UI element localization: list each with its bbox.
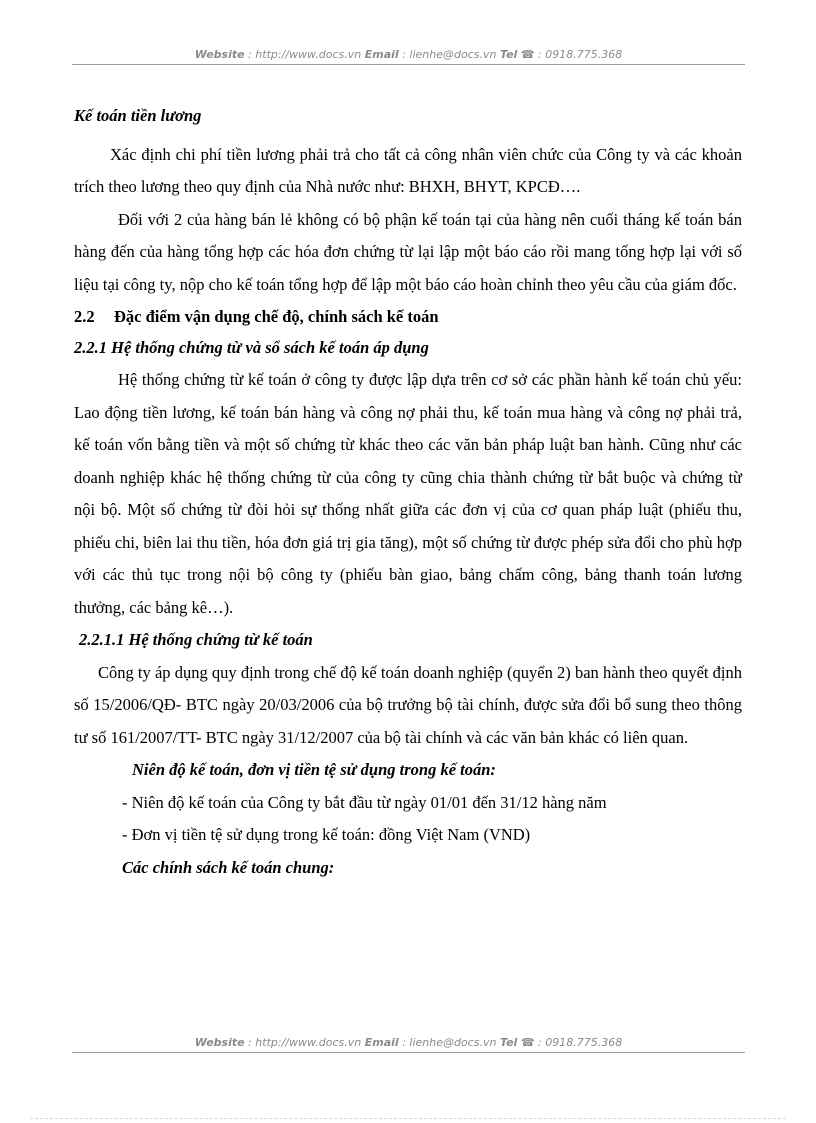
header-website-value: : http://www.docs.vn xyxy=(244,48,365,61)
section-2-2-1-heading: 2.2.1 Hệ thống chứng từ và sổ sách kế toán áp dụng xyxy=(74,337,429,357)
heading-ke-toan-tien-luong: Kế toán tiền lương xyxy=(74,106,202,125)
document-body xyxy=(74,100,742,884)
paragraph-cua-hang-ban-le: Đối với 2 của hàng bán lẻ không có bộ phận kế toán tại của hàng nên cuối tháng kế toán bán hàng đến của hàng tổng hợp các hóa đơn chứng từ lại lập một báo cáo rồi mang tổng hợp lại với số liệu tại công ty, nộp cho kế toán tổng hợp để lập một báo cáo hoàn chỉnh theo yêu cầu của giám đốc. xyxy=(74,209,742,294)
page-footer xyxy=(72,1036,745,1053)
list-item-nien-do: - Niên độ kế toán của Công ty bắt đầu từ ngày 01/01 đến 31/12 hàng năm xyxy=(122,792,607,812)
phone-icon: ☎ xyxy=(520,1036,535,1049)
page-header xyxy=(72,48,745,65)
footer-tel-label: Tel xyxy=(499,1036,518,1049)
phone-icon: ☎ xyxy=(520,48,535,61)
header-email-label: Email xyxy=(364,48,399,61)
page-bottom-divider xyxy=(30,1118,786,1119)
footer-email-label: Email xyxy=(364,1036,399,1049)
footer-website-label: Website xyxy=(194,1036,245,1049)
paragraph-chi-phi-tien-luong: Xác định chi phí tiền lương phải trả cho tất cả công nhân viên chức của Công ty và các khoản trích theo lương theo quy định của Nhà nước như: BHXH, BHYT, KPCĐ…. xyxy=(74,144,742,196)
section-2-2-heading xyxy=(74,301,742,334)
header-tel-value: : 0918.775.368 xyxy=(534,48,623,61)
paragraph-quy-dinh-che-do: Công ty áp dụng quy định trong chế độ kế toán doanh nghiệp (quyển 2) ban hành theo quyết định số 15/2006/QĐ- BTC ngày 20/03/2006 của bộ trưởng bộ tài chính, được sửa đổi bổ sung theo thông tư số 161/2007/TT- BTC ngày 31/12/2007 của bộ tài chính và các văn bản khác có liên quan. xyxy=(74,662,742,747)
subheading-chinh-sach-ke-toan: Các chính sách kế toán chung: xyxy=(122,857,335,877)
header-tel-label: Tel xyxy=(499,48,518,61)
footer-email-value: : lienhe@docs.vn xyxy=(398,1036,500,1049)
section-2-2-number: 2.2 xyxy=(74,307,95,326)
header-website-label: Website xyxy=(194,48,245,61)
subheading-nien-do-ke-toan: Niên độ kế toán, đơn vị tiền tệ sử dụng trong kế toán: xyxy=(132,760,496,779)
section-2-2-1-1-heading: 2.2.1.1 Hệ thống chứng từ kế toán xyxy=(79,630,313,649)
paragraph-he-thong-chung-tu: Hệ thống chứng từ kế toán ở công ty được lập dựa trên cơ sở các phần hành kế toán chủ yếu: Lao động tiền lương, kế toán bán hàng và công nợ phải thu, kế toán mua hàng và công nợ phải trả, kế toán vốn bằng tiền và một số chứng từ khác theo các văn bản pháp luật ban hành. Cũng như các doanh nghiệp khác hệ thống chứng từ của công ty cũng chia thành chứng từ bắt buộc và chứng từ nội bộ. Một số chứng từ đòi hỏi sự thống nhất giữa các đơn vị của cơ quan pháp luật (phiếu thu, phiếu chi, biên lai thu tiền, hóa đơn giá trị gia tăng), một số chứng từ được phép sửa đổi cho phù hợp với các thủ tục trong nội bộ công ty (phiếu bàn giao, bảng chấm công, bảng thanh toán lương thưởng, các bảng kê…). xyxy=(74,370,742,617)
section-2-2-title: Đặc điểm vận dụng chế độ, chính sách kế toán xyxy=(114,307,439,326)
footer-website-value: : http://www.docs.vn xyxy=(244,1036,365,1049)
header-email-value: : lienhe@docs.vn xyxy=(398,48,500,61)
footer-tel-value: : 0918.775.368 xyxy=(534,1036,623,1049)
list-item-don-vi-tien-te: - Đơn vị tiền tệ sử dụng trong kế toán: đồng Việt Nam (VND) xyxy=(122,825,531,844)
